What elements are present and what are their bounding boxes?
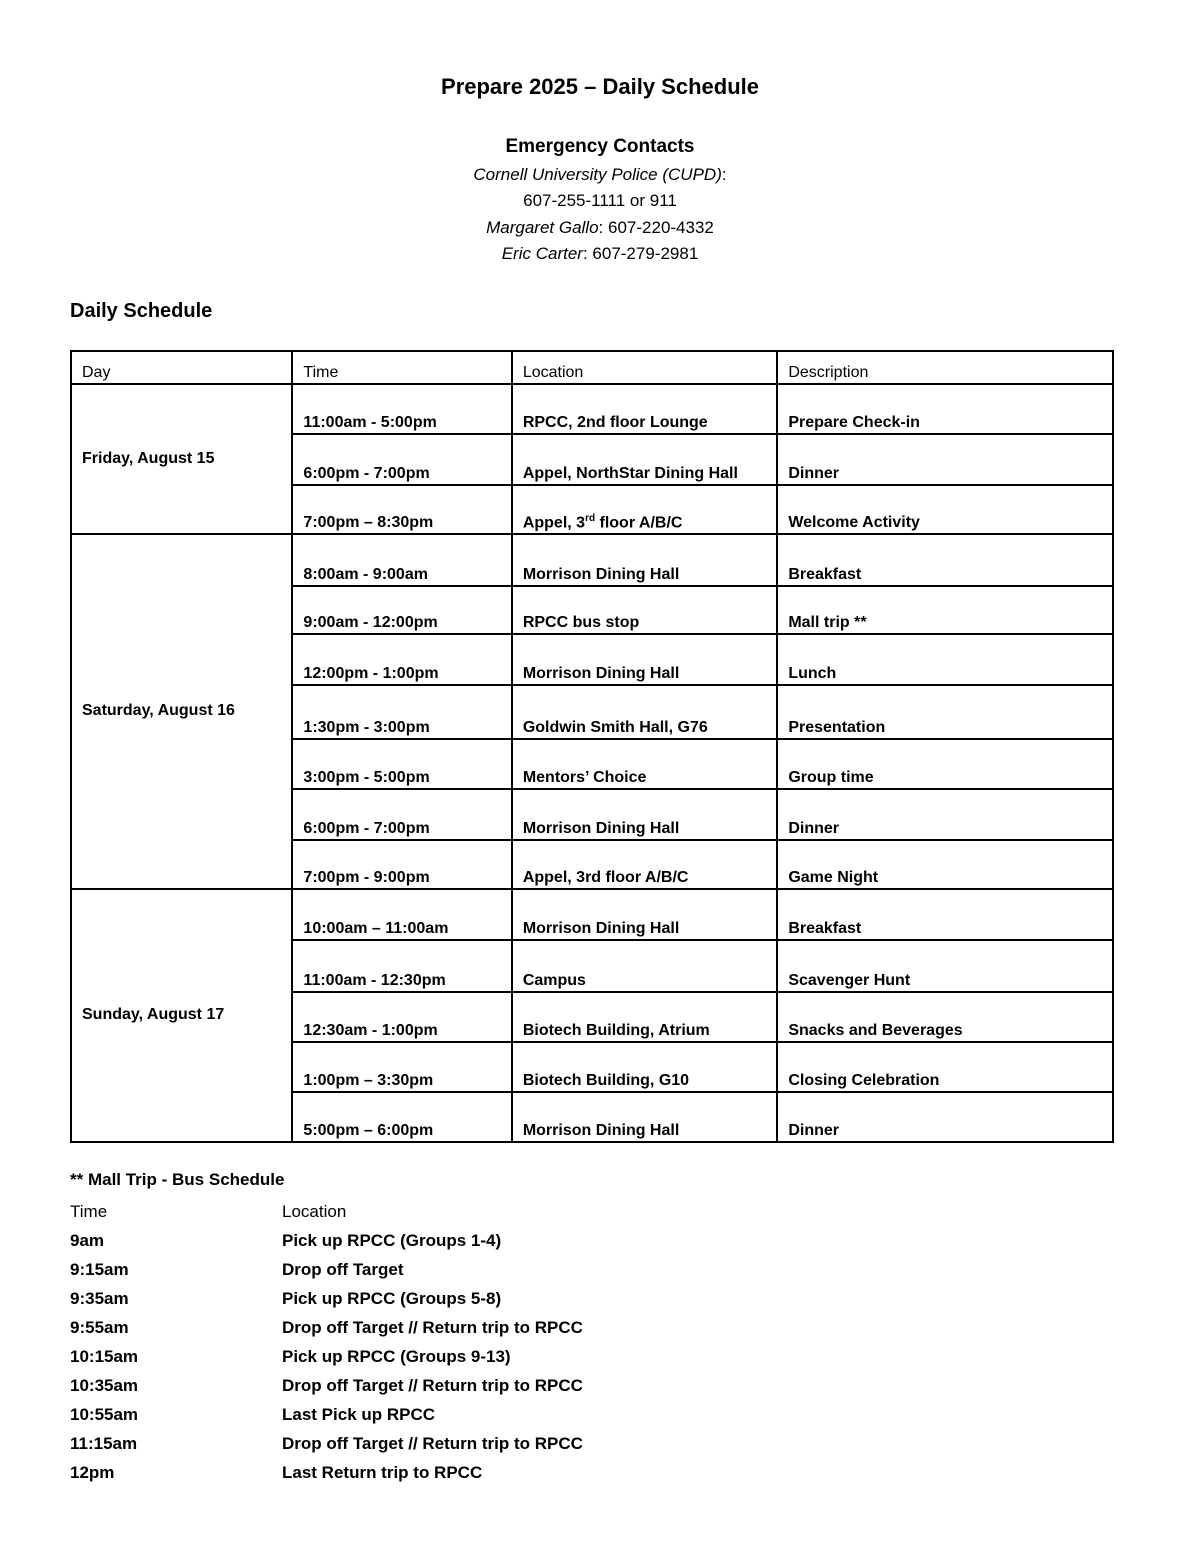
location-cell: Morrison Dining Hall [512, 789, 778, 840]
page-title: Prepare 2025 – Daily Schedule [441, 74, 759, 99]
bus-location-cell: Drop off Target // Return trip to RPCC [282, 1433, 583, 1453]
time-cell: 12:00pm - 1:00pm [292, 634, 511, 685]
bus-location-cell: Drop off Target // Return trip to RPCC [282, 1375, 583, 1395]
time-cell: 1:00pm – 3:30pm [292, 1042, 511, 1092]
bus-row [70, 1284, 583, 1313]
bus-header-row [70, 1197, 583, 1226]
description-cell: Group time [777, 739, 1113, 789]
day-cell: Friday, August 15 [71, 384, 292, 534]
day-cell: Sunday, August 17 [71, 889, 292, 1142]
time-cell: 8:00am - 9:00am [292, 534, 511, 586]
description-cell: Dinner [777, 434, 1113, 485]
bus-time-cell: 11:15am [70, 1433, 138, 1453]
time-cell: 11:00am - 12:30pm [292, 940, 511, 992]
bus-row [70, 1226, 583, 1255]
bus-time-cell: 10:15am [70, 1346, 139, 1366]
description-cell: Lunch [777, 634, 1113, 685]
location-cell: Appel, 3rd floor A/B/C [512, 485, 778, 534]
description-cell: Breakfast [777, 534, 1113, 586]
bus-location-cell: Last Return trip to RPCC [282, 1462, 483, 1482]
bus-column-header-time: Time [70, 1201, 108, 1221]
bus-location-cell: Pick up RPCC (Groups 9-13) [282, 1346, 511, 1366]
column-header-day: Day [71, 351, 292, 384]
schedule-header-row [71, 351, 1113, 384]
time-cell: 5:00pm – 6:00pm [292, 1092, 511, 1142]
bus-time-cell: 9am [70, 1230, 105, 1250]
location-cell: Morrison Dining Hall [512, 534, 778, 586]
bus-location-cell: Drop off Target [282, 1259, 404, 1279]
bus-time-cell: 10:55am [70, 1404, 139, 1424]
bus-row [70, 1342, 583, 1371]
emergency-contacts [0, 134, 1200, 268]
location-cell: Campus [512, 940, 778, 992]
description-cell: Mall trip ** [777, 586, 1113, 634]
time-cell: 7:00pm – 8:30pm [292, 485, 511, 534]
location-cell: RPCC, 2nd floor Lounge [512, 384, 778, 434]
column-header-time: Time [292, 351, 511, 384]
table-row [71, 534, 1113, 586]
time-cell: 1:30pm - 3:00pm [292, 685, 511, 739]
time-cell: 11:00am - 5:00pm [292, 384, 511, 434]
column-header-location: Location [512, 351, 778, 384]
bus-row [70, 1313, 583, 1342]
location-cell: Morrison Dining Hall [512, 889, 778, 940]
description-cell: Breakfast [777, 889, 1113, 940]
emergency-contacts-heading: Emergency Contacts [505, 136, 695, 157]
table-row [71, 384, 1113, 434]
description-cell: Welcome Activity [777, 485, 1113, 534]
location-cell: Appel, 3rd floor A/B/C [512, 840, 778, 889]
bus-time-cell: 10:35am [70, 1375, 139, 1395]
location-cell: Biotech Building, G10 [512, 1042, 778, 1092]
description-cell: Dinner [777, 1092, 1113, 1142]
location-cell: Appel, NorthStar Dining Hall [512, 434, 778, 485]
bus-location-cell: Pick up RPCC (Groups 5-8) [282, 1288, 502, 1308]
bus-row [70, 1429, 583, 1458]
time-cell: 3:00pm - 5:00pm [292, 739, 511, 789]
bus-row [70, 1400, 583, 1429]
location-cell: Goldwin Smith Hall, G76 [512, 685, 778, 739]
bus-schedule-table [70, 1197, 583, 1487]
description-cell: Scavenger Hunt [777, 940, 1113, 992]
day-cell: Saturday, August 16 [71, 534, 292, 889]
table-row [71, 889, 1113, 940]
description-cell: Presentation [777, 685, 1113, 739]
contact-line: 607-255-1111 or 911 [523, 191, 677, 210]
time-cell: 12:30am - 1:00pm [292, 992, 511, 1042]
contact-line: Eric Carter: 607-279-2981 [501, 244, 699, 263]
bus-time-cell: 9:35am [70, 1288, 129, 1308]
bus-time-cell: 9:55am [70, 1317, 129, 1337]
bus-time-cell: 12pm [70, 1462, 115, 1482]
contact-line: Cornell University Police (CUPD): [473, 164, 727, 184]
schedule-table [70, 350, 1114, 1143]
bus-row [70, 1458, 583, 1487]
bus-row [70, 1255, 583, 1284]
bus-location-cell: Last Pick up RPCC [282, 1404, 436, 1424]
time-cell: 10:00am – 11:00am [292, 889, 511, 940]
description-cell: Snacks and Beverages [777, 992, 1113, 1042]
bus-location-cell: Drop off Target // Return trip to RPCC [282, 1317, 583, 1337]
daily-schedule-heading: Daily Schedule [70, 300, 213, 322]
time-cell: 7:00pm - 9:00pm [292, 840, 511, 889]
location-cell: Biotech Building, Atrium [512, 992, 778, 1042]
contact-line: Margaret Gallo: 607-220-4332 [486, 217, 714, 237]
time-cell: 6:00pm - 7:00pm [292, 789, 511, 840]
description-cell: Game Night [777, 840, 1113, 889]
description-cell: Prepare Check-in [777, 384, 1113, 434]
description-cell: Dinner [777, 789, 1113, 840]
column-header-description: Description [777, 351, 1113, 384]
description-cell: Closing Celebration [777, 1042, 1113, 1092]
location-cell: Morrison Dining Hall [512, 634, 778, 685]
bus-column-header-location: Location [282, 1201, 347, 1221]
location-cell: Morrison Dining Hall [512, 1092, 778, 1142]
bus-location-cell: Pick up RPCC (Groups 1-4) [282, 1230, 502, 1250]
bus-row [70, 1371, 583, 1400]
bus-time-cell: 9:15am [70, 1259, 129, 1279]
bus-schedule-heading: ** Mall Trip - Bus Schedule [70, 1170, 285, 1189]
location-cell: Mentors’ Choice [512, 739, 778, 789]
time-cell: 6:00pm - 7:00pm [292, 434, 511, 485]
time-cell: 9:00am - 12:00pm [292, 586, 511, 634]
location-cell: RPCC bus stop [512, 586, 778, 634]
